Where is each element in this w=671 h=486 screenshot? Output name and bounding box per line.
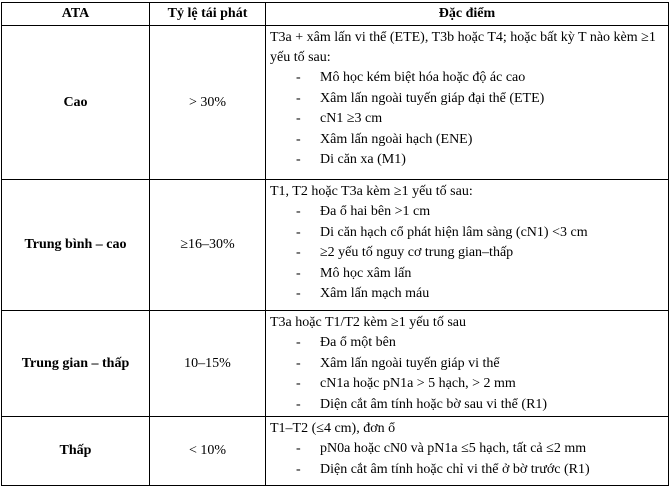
recurrence-rate: 10–15% [150,311,266,417]
criteria-list [270,439,664,480]
characteristics-cell [266,417,669,486]
table-row [2,180,669,311]
list-item: - Diện cắt âm tính hoặc bờ sau vi thể (R1) [270,395,664,416]
criteria-list [270,68,664,171]
list-item: - Mô học xâm lấn [270,264,664,285]
list-item: - Xâm lấn mạch máu [270,284,664,305]
list-item: - Xâm lấn ngoài tuyến giáp vi thể [270,354,664,375]
ata-category: Trung gian – thấp [2,311,150,417]
header-ata: ATA [2,3,150,26]
list-item: - cN1 ≥3 cm [270,109,664,130]
table-row [2,311,669,417]
recurrence-rate: > 30% [150,26,266,180]
ata-category: Trung bình – cao [2,180,150,311]
table-row [2,26,669,180]
criteria-intro: T1–T2 (≤4 cm), đơn ổ [270,421,396,436]
criteria-intro: T1, T2 hoặc T3a kèm ≥1 yếu tố sau: [270,184,473,199]
criteria-list [270,333,664,415]
ata-category: Cao [2,26,150,180]
table-row [2,417,669,486]
characteristics-cell [266,180,669,311]
list-item: - Di căn hạch cổ phát hiện lâm sàng (cN1) <3 cm [270,223,664,244]
list-item: - Đa ổ một bên [270,333,664,354]
recurrence-rate: ≥16–30% [150,180,266,311]
header-characteristics: Đặc điểm [266,3,669,26]
list-item: - cN1a hoặc pN1a > 5 hạch, > 2 mm [270,374,664,395]
list-item: - Xâm lấn ngoài tuyến giáp đại thể (ETE) [270,89,664,110]
criteria-intro: T3a hoặc T1/T2 kèm ≥1 yếu tố sau [270,315,466,330]
ata-risk-table [1,2,669,486]
list-item: - Di căn xa (M1) [270,150,664,171]
criteria-intro: T3a + xâm lấn vi thể (ETE), T3b hoặc T4; hoặc bất kỳ T nào kèm ≥1 yếu tố sau: [270,30,656,65]
header-recurrence-rate: Tỷ lệ tái phát [150,3,266,26]
list-item: - Xâm lấn ngoài hạch (ENE) [270,130,664,151]
list-item: - Đa ổ hai bên >1 cm [270,202,664,223]
list-item: - ≥2 yếu tố nguy cơ trung gian–thấp [270,243,664,264]
header-row [2,3,669,26]
characteristics-cell [266,26,669,180]
list-item: - pN0a hoặc cN0 và pN1a ≤5 hạch, tất cả ≤2 mm [270,439,664,460]
characteristics-cell [266,311,669,417]
list-item: - Diện cắt âm tính hoặc chỉ vi thể ở bờ trước (R1) [270,460,664,481]
ata-category: Thấp [2,417,150,486]
recurrence-rate: < 10% [150,417,266,486]
list-item: - Mô học kém biệt hóa hoặc độ ác cao [270,68,664,89]
criteria-list [270,202,664,305]
